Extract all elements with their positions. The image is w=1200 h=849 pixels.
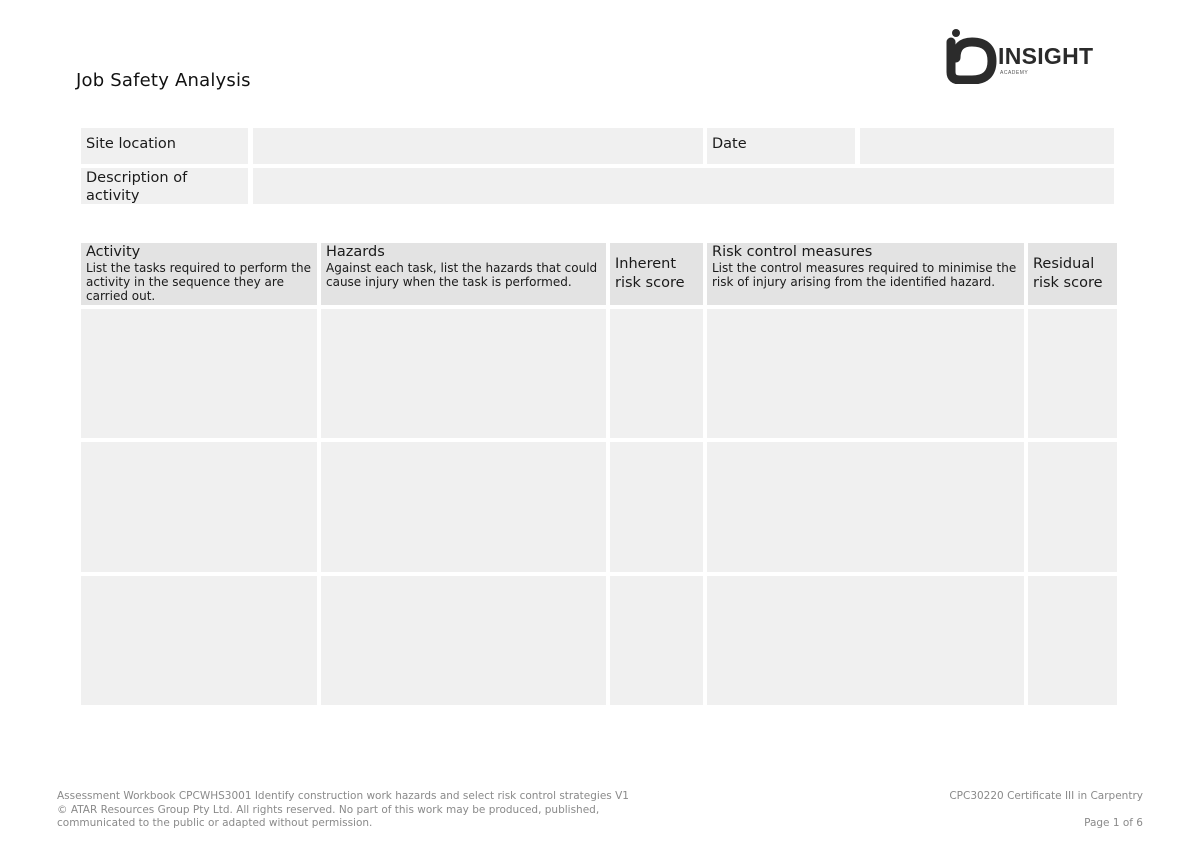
site-location-label-cell: [81, 128, 248, 164]
footer-copyright-line: © ATAR Resources Group Pty Ltd. All rights reserved. No part of this work may be produced, published,: [57, 803, 600, 816]
page-number: Page 1 of 6: [1084, 817, 1143, 829]
table-cell-hazards[interactable]: [321, 576, 606, 705]
table-cell-hazards[interactable]: [321, 442, 606, 572]
column-header-activity: [81, 243, 317, 305]
table-cell-inherent-risk[interactable]: [610, 442, 703, 572]
column-title: Hazards: [326, 244, 385, 260]
column-hint: Against each task, list the hazards that could cause injury when the task is performed.: [326, 261, 598, 289]
table-cell-residual-risk[interactable]: [1028, 576, 1117, 705]
date-label: Date: [712, 136, 747, 152]
table-cell-risk-control[interactable]: [707, 309, 1024, 438]
column-title: Inherent risk score: [615, 256, 685, 291]
logo-wordmark: INSIGHT: [998, 43, 1094, 69]
table-cell-risk-control[interactable]: [707, 442, 1024, 572]
table-cell-inherent-risk[interactable]: [610, 576, 703, 705]
footer-workbook-line: Assessment Workbook CPCWHS3001 Identify construction work hazards and select risk control strategies V1: [57, 790, 629, 802]
column-header-residual-risk: [1028, 243, 1117, 305]
column-header-risk-control: [707, 243, 1024, 305]
logo-subtitle: ACADEMY: [1000, 70, 1029, 76]
site-location-field[interactable]: [253, 128, 703, 164]
description-label-cell: [81, 168, 248, 204]
column-header-inherent-risk: [610, 243, 703, 305]
insight-logo-icon: [946, 28, 998, 84]
date-field[interactable]: [860, 128, 1114, 164]
column-hint: List the control measures required to minimise the risk of injury arising from the identified hazard.: [712, 261, 1017, 289]
table-cell-activity[interactable]: [81, 576, 317, 705]
table-cell-residual-risk[interactable]: [1028, 309, 1117, 438]
column-title: Residual risk score: [1033, 256, 1103, 291]
table-cell-hazards[interactable]: [321, 309, 606, 438]
footer-permission-line: communicated to the public or adapted without permission.: [57, 817, 373, 829]
column-title: Activity: [86, 244, 141, 260]
page-title: Job Safety Analysis: [76, 70, 251, 91]
site-location-label: Site location: [86, 136, 176, 152]
table-cell-risk-control[interactable]: [707, 576, 1024, 705]
date-label-cell: [707, 128, 855, 164]
footer-left: [57, 790, 629, 831]
column-header-hazards: [321, 243, 606, 305]
table-cell-activity[interactable]: [81, 309, 317, 438]
footer-course: CPC30220 Certificate III in Carpentry: [949, 790, 1143, 802]
column-hint: List the tasks required to perform the activity in the sequence they are carried out.: [86, 261, 311, 303]
description-label: Description of activity: [86, 170, 188, 204]
table-cell-activity[interactable]: [81, 442, 317, 572]
column-title: Risk control measures: [712, 244, 873, 260]
description-value: [253, 168, 1114, 175]
site-location-value: [253, 128, 703, 135]
table-cell-inherent-risk[interactable]: [610, 309, 703, 438]
table-cell-residual-risk[interactable]: [1028, 442, 1117, 572]
insight-academy-logo: [946, 28, 1116, 84]
description-field[interactable]: [253, 168, 1114, 204]
date-value: [860, 128, 1114, 135]
